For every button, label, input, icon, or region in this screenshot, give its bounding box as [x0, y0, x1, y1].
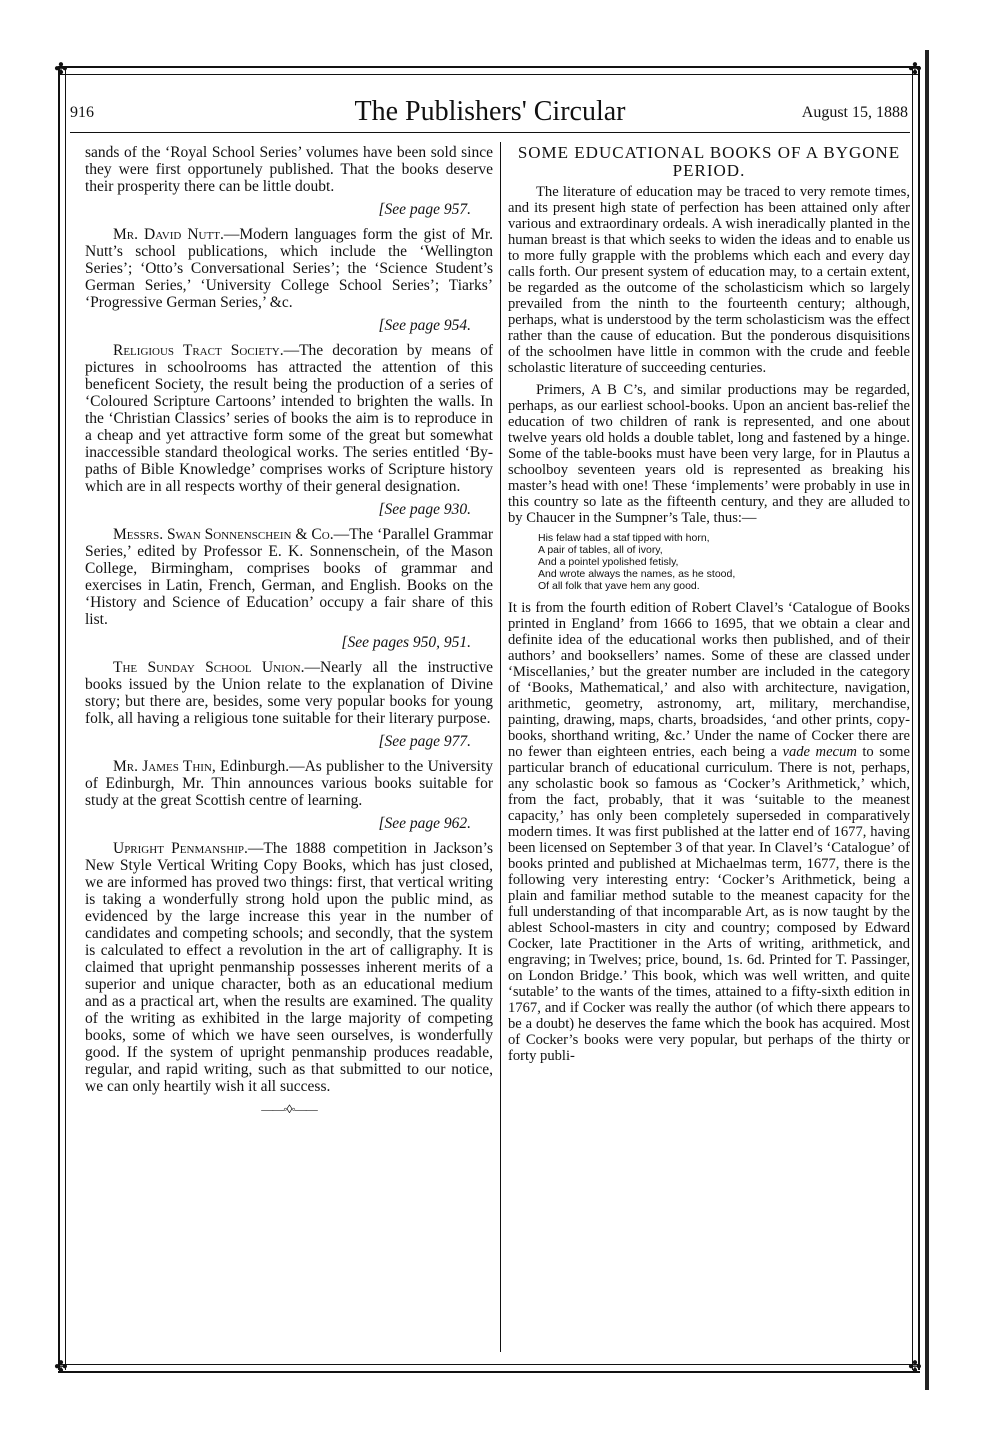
verse-line: A pair of tables, all of ivory, — [538, 544, 663, 556]
paragraph: sands of the ‘Royal School Series’ volumes have been sold since they were first opportunely published. That the books deserve their prosperity there can be little doubt. — [85, 144, 493, 195]
corner-ornament-icon: ✤ — [54, 1357, 68, 1376]
entry-heading: Religious Tract Society. — [113, 342, 284, 359]
paragraph: Religious Tract Society.—The decoration by means of pictures in schoolrooms has attracted the attention of this beneficent Society, the result being the production of a series of ‘Coloured Scripture Cartoons’ intended to brighten the walls. In the ‘Christian Classics’ series of books the aim is to reproduce in a cheap and yet attractive form some of the great but somewhat inaccessible standard theological works. The series entitled ‘By-paths of Bible Knowledge’ comprises works of Scripture history which are in all respects worthy of their general designation. — [85, 342, 493, 495]
page-reference: [See page 954. — [378, 317, 471, 334]
page-reference: [See page 930. — [378, 501, 471, 518]
entry-heading: Messrs. Swan Sonnenschein & Co. — [113, 526, 334, 543]
verse-line: And a pointel ypolished fetisly, — [538, 556, 679, 568]
page-reference: [See pages 950, 951. — [341, 634, 471, 651]
left-column — [85, 144, 493, 1118]
page-number: 916 — [70, 104, 94, 121]
verse-line: His felaw had a staf tipped with horn, — [538, 532, 710, 544]
verse-line: And wrote always the names, as he stood, — [538, 568, 736, 580]
corner-ornament-icon: ✤ — [54, 59, 68, 78]
frame-bottom-border — [58, 1364, 920, 1373]
entry-heading: Upright Penmanship. — [113, 840, 248, 857]
paragraph: Messrs. Swan Sonnenschein & Co.—The ‘Parallel Grammar Series,’ edited by Professor E. K. Sonnenschein, of the Mason College, Birmingham, comprises books of grammar and exercises in Latin, French, German, and English. Books on the ‘History and Science of Education’ occupy a fair share of this list. — [85, 526, 493, 628]
frame-right-border — [912, 66, 920, 1370]
corner-ornament-icon: ✤ — [908, 59, 922, 78]
paragraph: Mr. James Thin, Edinburgh.—As publisher to the University of Edinburgh, Mr. Thin announces various books suitable for study at the great Scottish centre of learning. — [85, 758, 494, 809]
page-reference: [See page 962. — [378, 815, 471, 832]
page-spine-edge — [925, 50, 929, 1390]
page-reference: [See page 977. — [378, 733, 471, 750]
paragraph: The Sunday School Union.—Nearly all the instructive books issued by the Union relate to the explanation of Divine story; but there are, besides, some very popular books for young folk, all having a religious tone suitable for their literary purpose. — [85, 659, 493, 727]
page-reference: [See page 957. — [378, 201, 471, 218]
paragraph: It is from the fourth edition of Robert Clavel’s ‘Catalogue of Books printed in England’ from 1666 to 1695, that we obtain a clear and definite idea of the educational works then published, and of their authors’ and booksellers’ names. Some of these are classed under ‘Miscellanies,’ but the greater number are included in the category of ‘Books, Mathematical,’ and also with architecture, navigation, arithmetic, geometry, astronomy, art, military, merchandise, painting, drawing, maps, charts, broadsides, ‘and other prints, copy-books, shorthand writing, &c.’ Under the name of Cocker there are no fewer than eighteen entries, each being a vade mecum to some particular branch of educational curriculum. There is not, perhaps, any scholastic book so famous as ‘Cocker’s Arithmetick,’ which, from the fact, probably, that it was ‘suitable to the meanest capacity,’ has only been completely superseded in comparatively modern times. It was first published at the latter end of 1677, having been licensed on September 3 of that year. In Clavel’s ‘Catalogue’ of books printed and published at Michaelmas term, 1677, there is the following very interesting entry: ‘Cocker’s Arithmetick, being a plain and familiar method sutable to the meanest capacity for the full understanding of that incomparable Art, as is now taught by the ablest School-masters in city and country; composed by Edward Cocker, late Practitioner in the Arts of writing, arithmetick, and engraving; in Twelves; price, bound, 1s. 6d. Printed for T. Passinger, on London Bridge.’ This book, which was well written, and quite ‘sutable’ to the wants of the times, attained to a fifty-sixth edition in 1767, and if Cocker was really the author (of which there appears to be a doubt) he deserves the fame which the book has acquired. Most of Cocker’s books were very popular, but perhaps of the thirty or forty publi- — [508, 600, 910, 1064]
article-title: SOME EDUCATIONAL BOOKS OF A BYGONE PERIOD. — [517, 143, 901, 180]
issue-date: August 15, 1888 — [801, 104, 908, 121]
frame-top-border — [58, 66, 920, 75]
page-header — [70, 96, 910, 130]
right-column — [508, 144, 910, 1070]
corner-ornament-icon: ✤ — [908, 1357, 922, 1376]
entry-heading: Mr. James Thin, — [113, 758, 216, 775]
entry-heading: Mr. David Nutt. — [113, 226, 224, 243]
frame-left-border — [58, 66, 66, 1370]
paragraph: Primers, A B C’s, and similar productions may be regarded, perhaps, as our earliest school-books. Upon an ancient bas-relief the education of two children of rank is represented, and one about twelve years old holds a double tablet, long and fastened by a hinge. Some of the table-books must have been very large, for in Plautus a schoolboy seventeen years old is represented as breaking his master’s head with one! These ‘implements’ were probably in use in this country so late as the fifteenth century, and they are alluded to by Chaucer in the Sumpner’s Tale, thus:— — [508, 382, 910, 526]
header-rule — [70, 132, 910, 133]
paragraph: The literature of education may be traced to very remote times, and its present high state of perfection has been attained only after various and extraordinary ordeals. A wish ineradically planted in the human breast is that which seeks to widen the ideas and to enable us to more fully grapple with the problems which each and every day calls forth. Our present system of education may, to a certain extent, be regarded as the outcome of the scholasticism which so largely prevailed from the ninth to the fourteenth century; although, perhaps, what is understood by the term scholasticism was the effect rather than the cause of education. But the ponderous disquisitions of the schoolmen have little in common with the crude and feeble scholastic literature of succeeding centuries. — [508, 184, 910, 376]
entry-heading: The Sunday School Union. — [113, 659, 305, 676]
paragraph: Mr. David Nutt.—Modern languages form the gist of Mr. Nutt’s school publications, which include the ‘Wellington Series’; ‘Otto’s Conversational Series’; the ‘Science Student’s German Series,’ ‘University College School Series’; Tiarks’ ‘Progressive German Series,’ &c. — [85, 226, 494, 311]
verse-line: Of all folk that yave hem any good. — [538, 580, 700, 592]
publication-title: The Publishers' Circular — [354, 96, 626, 127]
end-ornament: ——◦◊◦—— — [261, 1102, 317, 1116]
paragraph: Upright Penmanship.—The 1888 competition in Jackson’s New Style Vertical Writing Copy Books, which has just closed, we are informed has proved two things: first, that vertical writing is taking a wonderfully strong hold upon the public mind, as evidenced by the large increase this year in the number of candidates and competing schools; and secondly, that the system is calculated to effect a revolution in the art of calligraphy. It is claimed that upright penmanship possesses inherent merits of a superior and unique character, both as an educational medium and as a practical art, when the results are examined. The quality of the writing as exhibited in the large majority of competing books, some of which we have seen ourselves, is wonderfully good. If the system of upright penmanship produces readable, regular, and rapid writing, such as that submitted to our notice, we can only heartily wish it all success. — [85, 840, 494, 1095]
verse-quotation — [538, 532, 910, 592]
column-separator — [500, 142, 501, 1352]
